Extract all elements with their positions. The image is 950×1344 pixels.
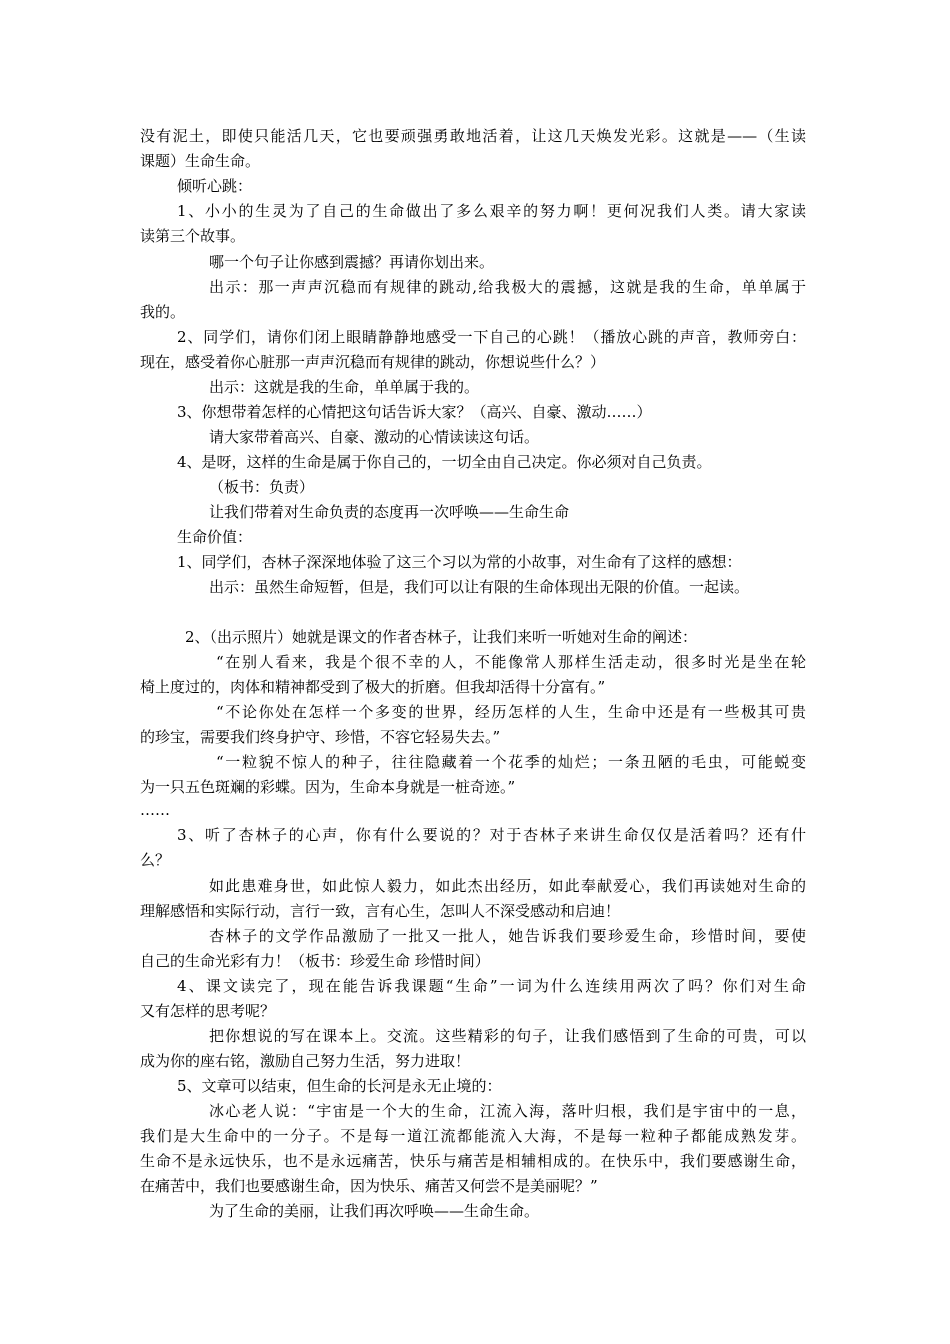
text-line: 哪一个句子让你感到震撼？再请你划出来。: [209, 253, 495, 271]
text-line: （板书：负责）: [209, 478, 315, 496]
quote-line: “一粒貌不惊人的种子，往往隐藏着一个花季的灿烂；一条丑陋的毛虫，可能蜕变: [216, 753, 806, 771]
text-line: 1、同学们，杏林子深深地体验了这三个习以为常的小故事，对生命有了这样的感想：: [177, 553, 742, 571]
quote-line: “不论你处在怎样一个多变的世界，经历怎样的人生，生命中还是有一些极其可贵: [216, 703, 806, 721]
text-line: 又有怎样的思考呢？: [140, 1002, 276, 1020]
section-heading: 倾听心跳：: [177, 177, 253, 195]
text-line: 课题）生命生命。: [140, 152, 261, 170]
text-line: 出示：这就是我的生命，单单属于我的。: [209, 378, 480, 396]
text-line: 么？: [140, 851, 171, 869]
quote-line: 生命不是永远快乐，也不是永远痛苦，快乐与痛苦是相辅相成的。在快乐中，我们要感谢生命，: [140, 1152, 806, 1170]
text-line: 现在，感受着你心脏那一声声沉稳而有规律的跳动，你想说些什么？）: [140, 353, 606, 371]
quote-line: 椅上度过的，肉体和精神都受到了极大的折磨。但我却活得十分富有。”: [140, 678, 606, 696]
text-line: 我的。: [140, 303, 186, 321]
quote-line: 为一只五色斑斓的彩蝶。因为，生命本身就是一桩奇迹。”: [140, 778, 516, 796]
text-line: 4、是呀，这样的生命是属于你自己的，一切全由自己决定。你必须对自己负责。: [177, 453, 712, 471]
text-line: 把你想说的写在课本上。交流。这些精彩的句子，让我们感悟到了生命的可贵，可以: [209, 1027, 806, 1045]
text-line: 读第三个故事。: [140, 227, 246, 245]
text-line: 4、课文读完了，现在能告诉我课题“生命”一词为什么连续用两次了吗？你们对生命: [177, 977, 806, 995]
text-line: 没有泥土，即使只能活几天，它也要顽强勇敢地活着，让这几天焕发光彩。这就是——（生读: [140, 127, 806, 145]
text-line: 1、小小的生灵为了自己的生命做出了多么艰辛的努力啊！更何况我们人类。请大家读: [177, 202, 806, 220]
text-line: 理解感悟和实际行动，言行一致，言有心生，怎叫人不深受感动和启迪！: [140, 902, 621, 920]
text-line: 3、你想带着怎样的心情把这句话告诉大家？（高兴、自豪、激动……）: [177, 403, 652, 421]
quote-line: 我们是大生命中的一分子。不是每一道江流都能流入大海，不是每一粒种子都能成熟发芽。: [140, 1127, 806, 1145]
section-heading: 生命价值：: [177, 528, 253, 546]
quote-line: “在别人看来，我是个很不幸的人，不能像常人那样生活走动，很多时光是坐在轮: [216, 653, 806, 671]
text-line: 杏林子的文学作品激励了一批又一批人，她告诉我们要珍爱生命，珍惜时间，要使: [209, 927, 806, 945]
text-line: 2、同学们，请你们闭上眼睛静静地感受一下自己的心跳！（播放心跳的声音，教师旁白：: [177, 328, 806, 346]
text-line: 为了生命的美丽，让我们再次呼唤——生命生命。: [209, 1202, 540, 1220]
text-line: 自己的生命光彩有力！（板书：珍爱生命 珍惜时间）: [140, 952, 490, 970]
quote-line: 在痛苦中，我们也要感谢生命，因为快乐、痛苦又何尝不是美丽呢？”: [140, 1177, 598, 1195]
ellipsis-line: ……: [140, 801, 170, 819]
text-line: 出示：虽然生命短暂，但是，我们可以让有限的生命体现出无限的价值。一起读。: [209, 578, 750, 596]
text-line: 2、（出示照片）她就是课文的作者杏林子，让我们来听一听她对生命的阐述：: [185, 628, 698, 646]
text-line: 5、文章可以结束，但生命的长河是永无止境的：: [177, 1077, 502, 1095]
quote-line: 的珍宝，需要我们终身护守、珍惜，不容它轻易失去。”: [140, 728, 501, 746]
text-line: 让我们带着对生命负责的态度再一次呼唤——生命生命: [209, 503, 570, 521]
text-line: 出示：那一声声沉稳而有规律的跳动,给我极大的震撼，这就是我的生命，单单属于: [209, 278, 806, 296]
quote-line: 冰心老人说：“宇宙是一个大的生命，江流入海，落叶归根，我们是宇宙中的一息，: [209, 1102, 806, 1120]
text-line: 如此患难身世，如此惊人毅力，如此杰出经历，如此奉献爱心，我们再读她对生命的: [209, 877, 806, 895]
text-line: 请大家带着高兴、自豪、激动的心情读读这句话。: [209, 428, 540, 446]
text-line: 成为你的座右铭，激励自己努力生活，努力进取！: [140, 1052, 471, 1070]
text-line: 3、听了杏林子的心声，你有什么要说的？对于杏林子来讲生命仅仅是活着吗？还有什: [177, 826, 806, 844]
